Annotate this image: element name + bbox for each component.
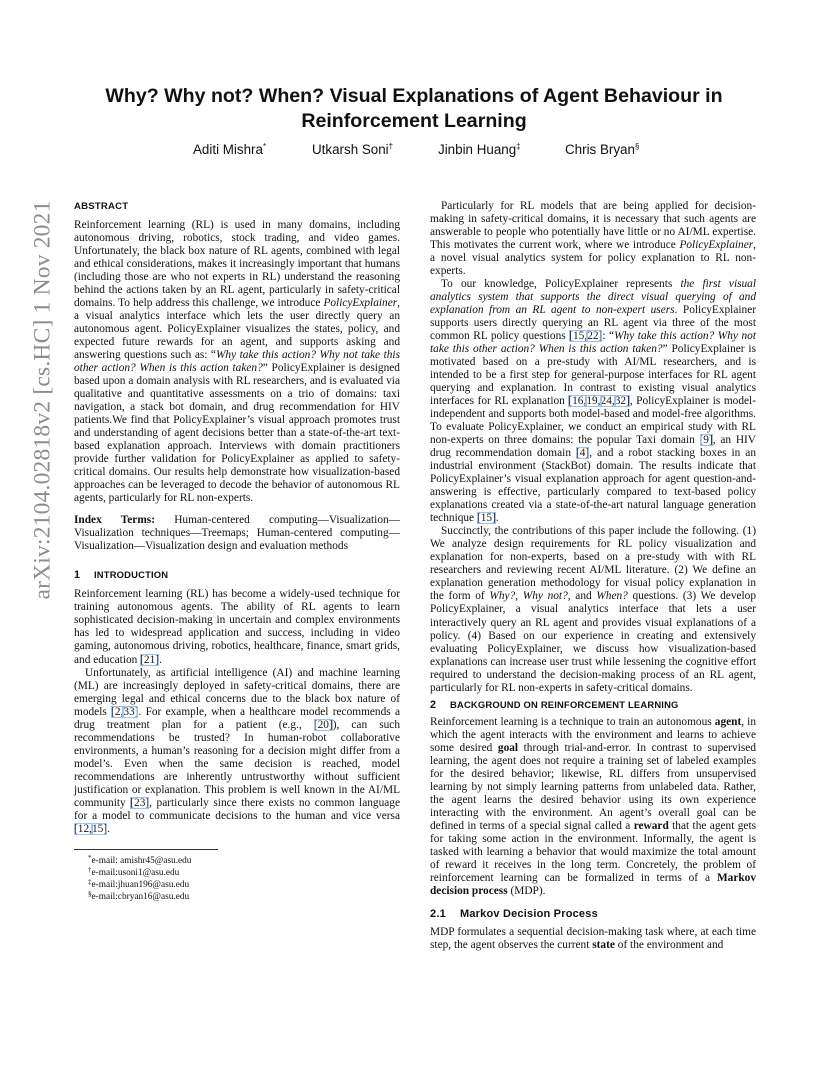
footnote: †e-mail:usoni1@asu.edu bbox=[88, 865, 180, 878]
citation-link[interactable]: 15] bbox=[91, 822, 108, 835]
citation-link[interactable]: 33] bbox=[123, 705, 139, 718]
citation-link[interactable]: 19, bbox=[586, 395, 601, 408]
author: Utkarsh Soni† bbox=[312, 142, 394, 157]
body-paragraph: Particularly for RL models that are being applied for decision-making in safety-critical domains, it is necessary that such agents are answerable to people who potentially have little or no AI/ML expertise. This motivates the current work, where we introduce PolicyExplainer, a novel visual analytics system for policy explanation to RL non-experts. bbox=[430, 200, 756, 278]
author-list bbox=[0, 142, 828, 162]
section-heading: 2 BACKGROUND ON REINFORCEMENT LEARNING bbox=[430, 698, 679, 711]
citation-link[interactable]: [15] bbox=[476, 512, 496, 525]
body-paragraph: MDP formulates a sequential decision-making task where, at each time step, the agent observes the current state of the environment and bbox=[430, 925, 756, 951]
citation-link[interactable]: 32] bbox=[614, 395, 630, 408]
footnote: ‡e-mail:jhuan196@asu.edu bbox=[88, 877, 190, 890]
intro-paragraph: Unfortunately, as artificial intelligence (AI) and machine learning (ML) are increasingly deployed in safety-critical domains, there are emerging legal and ethical concerns due to the black box nature of models [2,33]. For example, when a healthcare model recommends a drug treatment plan for a patient (e.g., [20]), can such recommendations be trusted? In human-robot collaborative environments, a human’s reasoning for a decision might differ from a model’s. Even when the same decision is reached, model recommendations are inherently untrustworthy without sufficient justification or explanation. This problem is well known in the AI/ML community [23], particularly since there exists no common language for a model to communicate decisions to the human and vice versa [12,15]. bbox=[74, 666, 400, 835]
author: Chris Bryan§ bbox=[565, 142, 640, 157]
contributions-paragraph: Succinctly, the contributions of this paper include the following. (1) We analyze design requirements for RL policy visualization and explanation for non-experts, based on a pre-study with with RL researchers and reviewing recent AI/ML literature. (2) We define an explanation generation methodology for visual policy explanation in the form of Why?, Why not?, and When? questions. (3) We develop PolicyExplainer, a visual analytics interface that lets a user interactively query an RL agent and provides visual explanations of a policy. (4) Based on our experience in creating and extensively evaluating PolicyExplainer, we discuss how visualization-based explanations can increase user trust while lessening the cognitive effort required to understand the decision-making process of an RL agent, particularly for RL non-experts in safety-critical domains. bbox=[430, 525, 757, 694]
citation-link[interactable]: [9] bbox=[699, 434, 713, 447]
body-paragraph: Reinforcement learning is a technique to train an autonomous agent, in which the agent interacts with the environment and learns to achieve some desired goal through trial-and-error. In contrast to supervised learning, the agent does not require a training set of labeled examples for the desired behavior; likewise, RL differs from unsupervised learning by not simply learning patterns from unlabeled data. Rather, the agent learns the desired behavior using its own experience interacting with the environment. An agent’s overall goal can be defined in terms of a special signal called a reward that the agent gets for taking some action in the environment. Informally, the agent is tasked with learning a behavior that would maximize the total amount of reward it receives in the long term. Concretely, the problem of reinforcement learning can be formalized in terms of a Markov decision process (MDP). bbox=[430, 715, 757, 897]
body-paragraph: To our knowledge, PolicyExplainer represents the first visual analytics system that supports the direct visual querying of and explanation from an RL agent to non-expert users. PolicyExplainer supports users directly querying an RL agent via three of the most common RL policy questions [15,22]: “Why take this action? Why not take this other action? When is this action taken?” PolicyExplainer is motivated based on a pre-study with AI/ML researchers, and is intended to be a first step for general-purpose interfaces for RL agent querying and explanation. In contrast to existing visual analytics interfaces for RL explanation [16,19,24,32], PolicyExplainer is model-independent and supports both model-based and model-free algorithms. To evaluate PolicyExplainer, we conduct an empirical study with RL non-experts on three domains: the popular Taxi domain [9], an HIV drug recommendation domain [4], and a robot stacking boxes in an industrial environment (StackBot) domain. The results indicate that PolicyExplainer’s visual explanation approach for agent question-and-answering is effective, particularly compared to text-based policy explanations created via a state-of-the-art natural language generation technique [15]. bbox=[430, 278, 757, 525]
citation-link[interactable]: [23] bbox=[130, 796, 150, 809]
footnote-rule bbox=[74, 849, 218, 850]
citation-link[interactable]: [15, bbox=[569, 330, 588, 343]
index-terms: Index Terms: Human-centered computing—Visualization—Visualization techniques—Treemaps; Human-centered computing—Visualization—Visualization design and evaluation methods bbox=[74, 514, 401, 553]
citation-link[interactable]: 24, bbox=[600, 395, 615, 408]
author: Jinbin Huang‡ bbox=[438, 142, 521, 157]
citation-link[interactable]: [21] bbox=[140, 653, 160, 666]
footnote: *e-mail: amishr45@asu.edu bbox=[88, 853, 192, 866]
subsection-heading: 2.1 Markov Decision Process bbox=[430, 907, 598, 920]
intro-paragraph: Reinforcement learning (RL) has become a widely-used technique for training autonomous agents. The ability of RL agents to learn sophisticated decision-making in uncertain and complex environments has led to widespread application and success, including in video gaming, autonomous driving, robotics, healthcare, finance, smart grids, and education [21]. bbox=[74, 588, 400, 666]
citation-link[interactable]: [4] bbox=[575, 447, 590, 460]
section-heading: 1 INTRODUCTION bbox=[74, 569, 169, 582]
citation-link[interactable]: [16, bbox=[568, 395, 587, 408]
paper-title: Why? Why not? When? Visual Explanations of Agent Behaviour in Reinforcement Learning bbox=[105, 85, 723, 132]
footnote: §e-mail:cbryan16@asu.edu bbox=[88, 889, 190, 902]
right-column bbox=[430, 200, 756, 952]
citation-link[interactable]: [20] bbox=[313, 718, 333, 731]
author: Aditi Mishra* bbox=[193, 142, 267, 157]
left-column bbox=[74, 200, 400, 903]
citation-link[interactable]: [12, bbox=[74, 822, 92, 835]
citation-link[interactable]: 22] bbox=[587, 330, 603, 343]
abstract-heading: ABSTRACT bbox=[74, 201, 129, 212]
citation-link[interactable]: [2, bbox=[111, 705, 124, 718]
abstract-paragraph: Reinforcement learning (RL) is used in many domains, including autonomous driving, robotics, stock trading, and video games. Unfortunately, the black box nature of RL agents, combined with legal and ethical considerations, makes it increasingly important that humans (including those are who not experts in RL) understand the reasoning behind the actions taken by an RL agent, particularly in safety-critical domains. To help address this challenge, we introduce PolicyExplainer, a visual analytics interface which lets the user directly query an autonomous agent. PolicyExplainer visualizes the states, policy, and expected future rewards for an agent, and supports asking and answering questions such as: “Why take this action? Why not take this other action? When is this action taken?” PolicyExplainer is designed based upon a domain analysis with RL researchers, and is evaluated via qualitative and quantitative assessments on a trio of domains: taxi navigation, a stack bot domain, and drug recommendation for HIV patients.We find that PolicyExplainer’s visual approach promotes trust and understanding of agent decisions better than a state-of-the-art text-based explanation approach. Interviews with domain practitioners provide further validation for PolicyExplainer as applied to safety-critical domains. Our results help demonstrate how visualization-based approaches can be leveraged to decode the behavior of autonomous RL agents, particularly for RL non-experts. bbox=[74, 219, 400, 505]
